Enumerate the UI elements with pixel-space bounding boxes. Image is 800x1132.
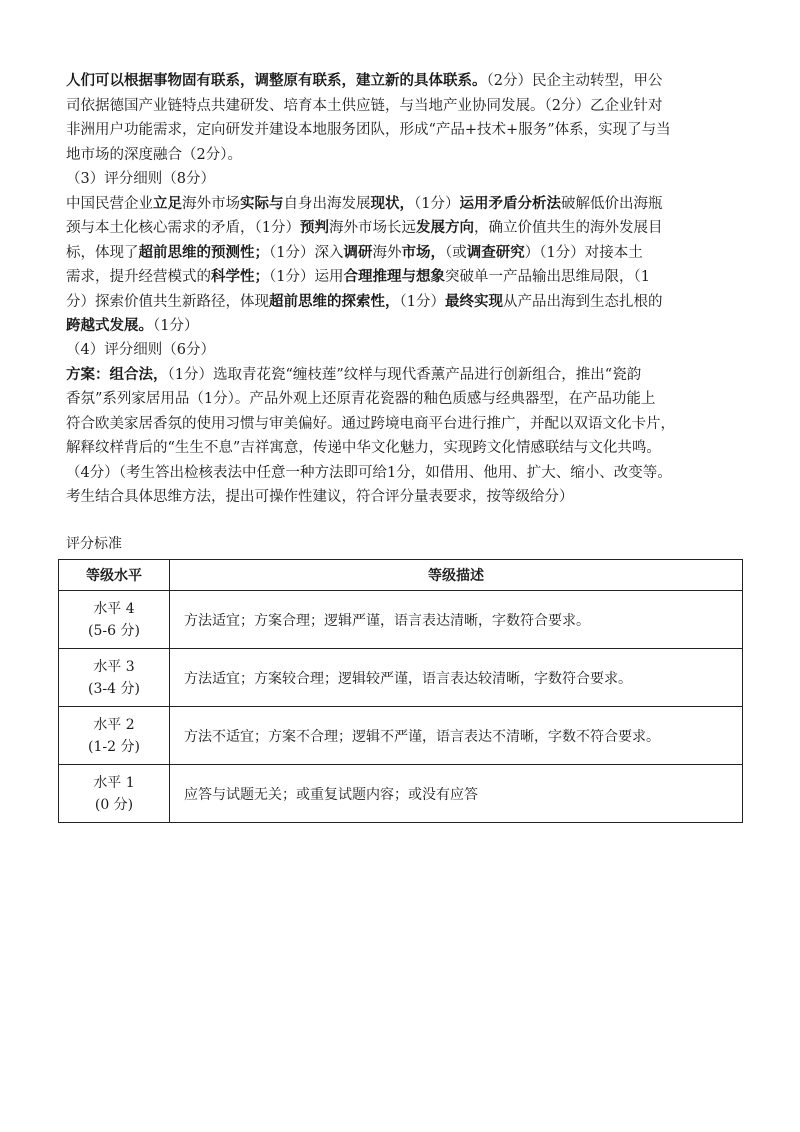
text-line xyxy=(66,314,742,339)
text-span: （或 xyxy=(444,244,467,261)
text-span: 突破单一产品输出思维局限，（1 xyxy=(444,269,650,285)
text-line xyxy=(66,192,742,217)
key-point: 实际与 xyxy=(240,194,284,212)
key-point: 立足 xyxy=(153,194,182,212)
table-row xyxy=(59,591,743,649)
table-row xyxy=(59,765,743,823)
scoring-section-4 xyxy=(66,338,742,510)
table-row xyxy=(59,649,743,707)
text-line xyxy=(66,265,742,290)
level-name: 水平 2 xyxy=(93,716,135,733)
level-cell xyxy=(59,649,170,707)
section-heading: （3）评分细则（8分） xyxy=(66,171,215,187)
level-range: (3-4 分) xyxy=(88,680,140,697)
text-line xyxy=(66,241,742,266)
table-caption: 评分标准 xyxy=(66,536,122,552)
text-line: 非洲用户功能需求，定向研发并建设本地服务团队，形成“产品+技术+服务”体系，实现了与当 xyxy=(66,122,671,138)
text-span: 需求，提升经营模式的 xyxy=(66,269,211,285)
key-point: 市场， xyxy=(401,243,445,261)
text-line xyxy=(66,363,742,388)
level-range: (5-6 分) xyxy=(88,622,140,639)
text-span: （1分） xyxy=(153,318,199,334)
level-cell xyxy=(59,707,170,765)
level-name: 水平 1 xyxy=(93,774,135,791)
key-point: 超前思维的预测性； xyxy=(138,243,269,261)
level-cell xyxy=(59,591,170,649)
text-span: 颈与本土化核心需求的矛盾，（1分） xyxy=(66,220,300,236)
key-point: 调研 xyxy=(343,243,373,261)
key-point: 跨越式发展。 xyxy=(66,317,153,334)
text-span: 中国民营企业 xyxy=(66,195,153,212)
text-span: 海外 xyxy=(372,244,402,261)
text-span: 破解低价出海瓶 xyxy=(560,195,663,212)
text-span: ，确立价值共生的海外发展目 xyxy=(473,220,663,236)
level-range: (0 分) xyxy=(94,796,134,813)
key-point: 人们可以根据事物固有联系，调整原有联系，建立新的具体联系。 xyxy=(66,72,487,89)
description-cell: 方法适宜；方案较合理；逻辑较严谨，语言表达较清晰，字数符合要求。 xyxy=(170,649,743,707)
table-row xyxy=(59,707,743,765)
text-span: 海外市场长远 xyxy=(328,220,416,236)
key-point: 现状， xyxy=(370,194,414,212)
description-cell: 应答与试题无关；或重复试题内容；或没有应答 xyxy=(170,765,743,823)
table-header-row xyxy=(59,560,743,591)
text-span: ）（1分）对接本土 xyxy=(524,244,643,261)
text-line: 司依据德国产业链特点共建研发、培育本土供应链，与当地产业协同发展。（2分）乙企业针对 xyxy=(66,97,663,114)
scoring-standard-table xyxy=(58,559,743,823)
text-span: 分）探索价值共生新路径，体现 xyxy=(66,293,269,310)
key-point: 科学性； xyxy=(211,268,269,285)
text-line xyxy=(66,216,742,241)
text-span: （1分） xyxy=(414,195,460,212)
text-span: 从产品出海到生态扎根的 xyxy=(502,293,663,310)
section-heading: （4）评分细则（6分） xyxy=(66,342,215,358)
text-span: （2分）民企主动转型，甲公 xyxy=(486,73,663,89)
level-cell xyxy=(59,765,170,823)
text-line: 考生结合具体思维方法，提出可操作性建议，符合评分量表要求，按等级给分） xyxy=(66,489,574,505)
level-name: 水平 3 xyxy=(93,658,135,675)
text-line: （4分）（考生答出检核表法中任意一种方法即可给1分，如借用、他用、扩大、缩小、改变等。 xyxy=(66,464,672,481)
text-span: 标，体现了 xyxy=(66,244,139,261)
key-point: 超前思维的探索性， xyxy=(269,292,400,310)
text-span: 自身出海发展 xyxy=(283,195,371,212)
level-range: (1-2 分) xyxy=(88,738,140,755)
header-description: 等级描述 xyxy=(170,560,743,591)
text-span: （1分）运用 xyxy=(269,269,344,285)
text-span: 海外市场 xyxy=(182,195,240,212)
level-name: 水平 4 xyxy=(93,600,135,617)
key-point: 调查研究 xyxy=(466,243,525,261)
answer-paragraph-2-continuation xyxy=(66,69,742,167)
key-point: 运用矛盾分析法 xyxy=(459,194,561,212)
key-point: 发展方向 xyxy=(415,219,474,236)
key-point: 预判 xyxy=(299,219,329,236)
text-line: 符合欧美家居香氛的使用习惯与审美偏好。通过跨境电商平台进行推广，并配以双语文化卡片， xyxy=(66,415,675,432)
key-point: 合理推理与想象 xyxy=(343,268,445,285)
text-line xyxy=(66,290,742,315)
text-line: 香氛”系列家居用品（1分）。产品外观上还原青花瓷器的釉色质感与经典器型，在产品功能上 xyxy=(66,391,656,407)
text-line: 地市场的深度融合（2分）。 xyxy=(66,146,242,163)
text-span: （1分） xyxy=(399,293,445,310)
scoring-section-3 xyxy=(66,167,742,339)
description-cell: 方法不适宜；方案不合理；逻辑不严谨，语言表达不清晰，字数不符合要求。 xyxy=(170,707,743,765)
key-point: 方案：组合法， xyxy=(66,365,168,383)
text-span: （1分）深入 xyxy=(269,244,344,261)
key-point: 最终实现 xyxy=(444,292,503,310)
description-cell: 方法适宜；方案合理；逻辑严谨，语言表达清晰，字数符合要求。 xyxy=(170,591,743,649)
text-line: 解释纹样背后的“生生不息”吉祥寓意，传递中华文化魅力，实现跨文化情感联结与文化共鸣。 xyxy=(66,440,661,456)
header-level: 等级水平 xyxy=(59,560,170,591)
text-span: （1分）选取青花瓷“缠枝莲”纹样与现代香薰产品进行创新组合，推出“瓷韵 xyxy=(167,366,642,383)
text-line xyxy=(66,69,742,94)
